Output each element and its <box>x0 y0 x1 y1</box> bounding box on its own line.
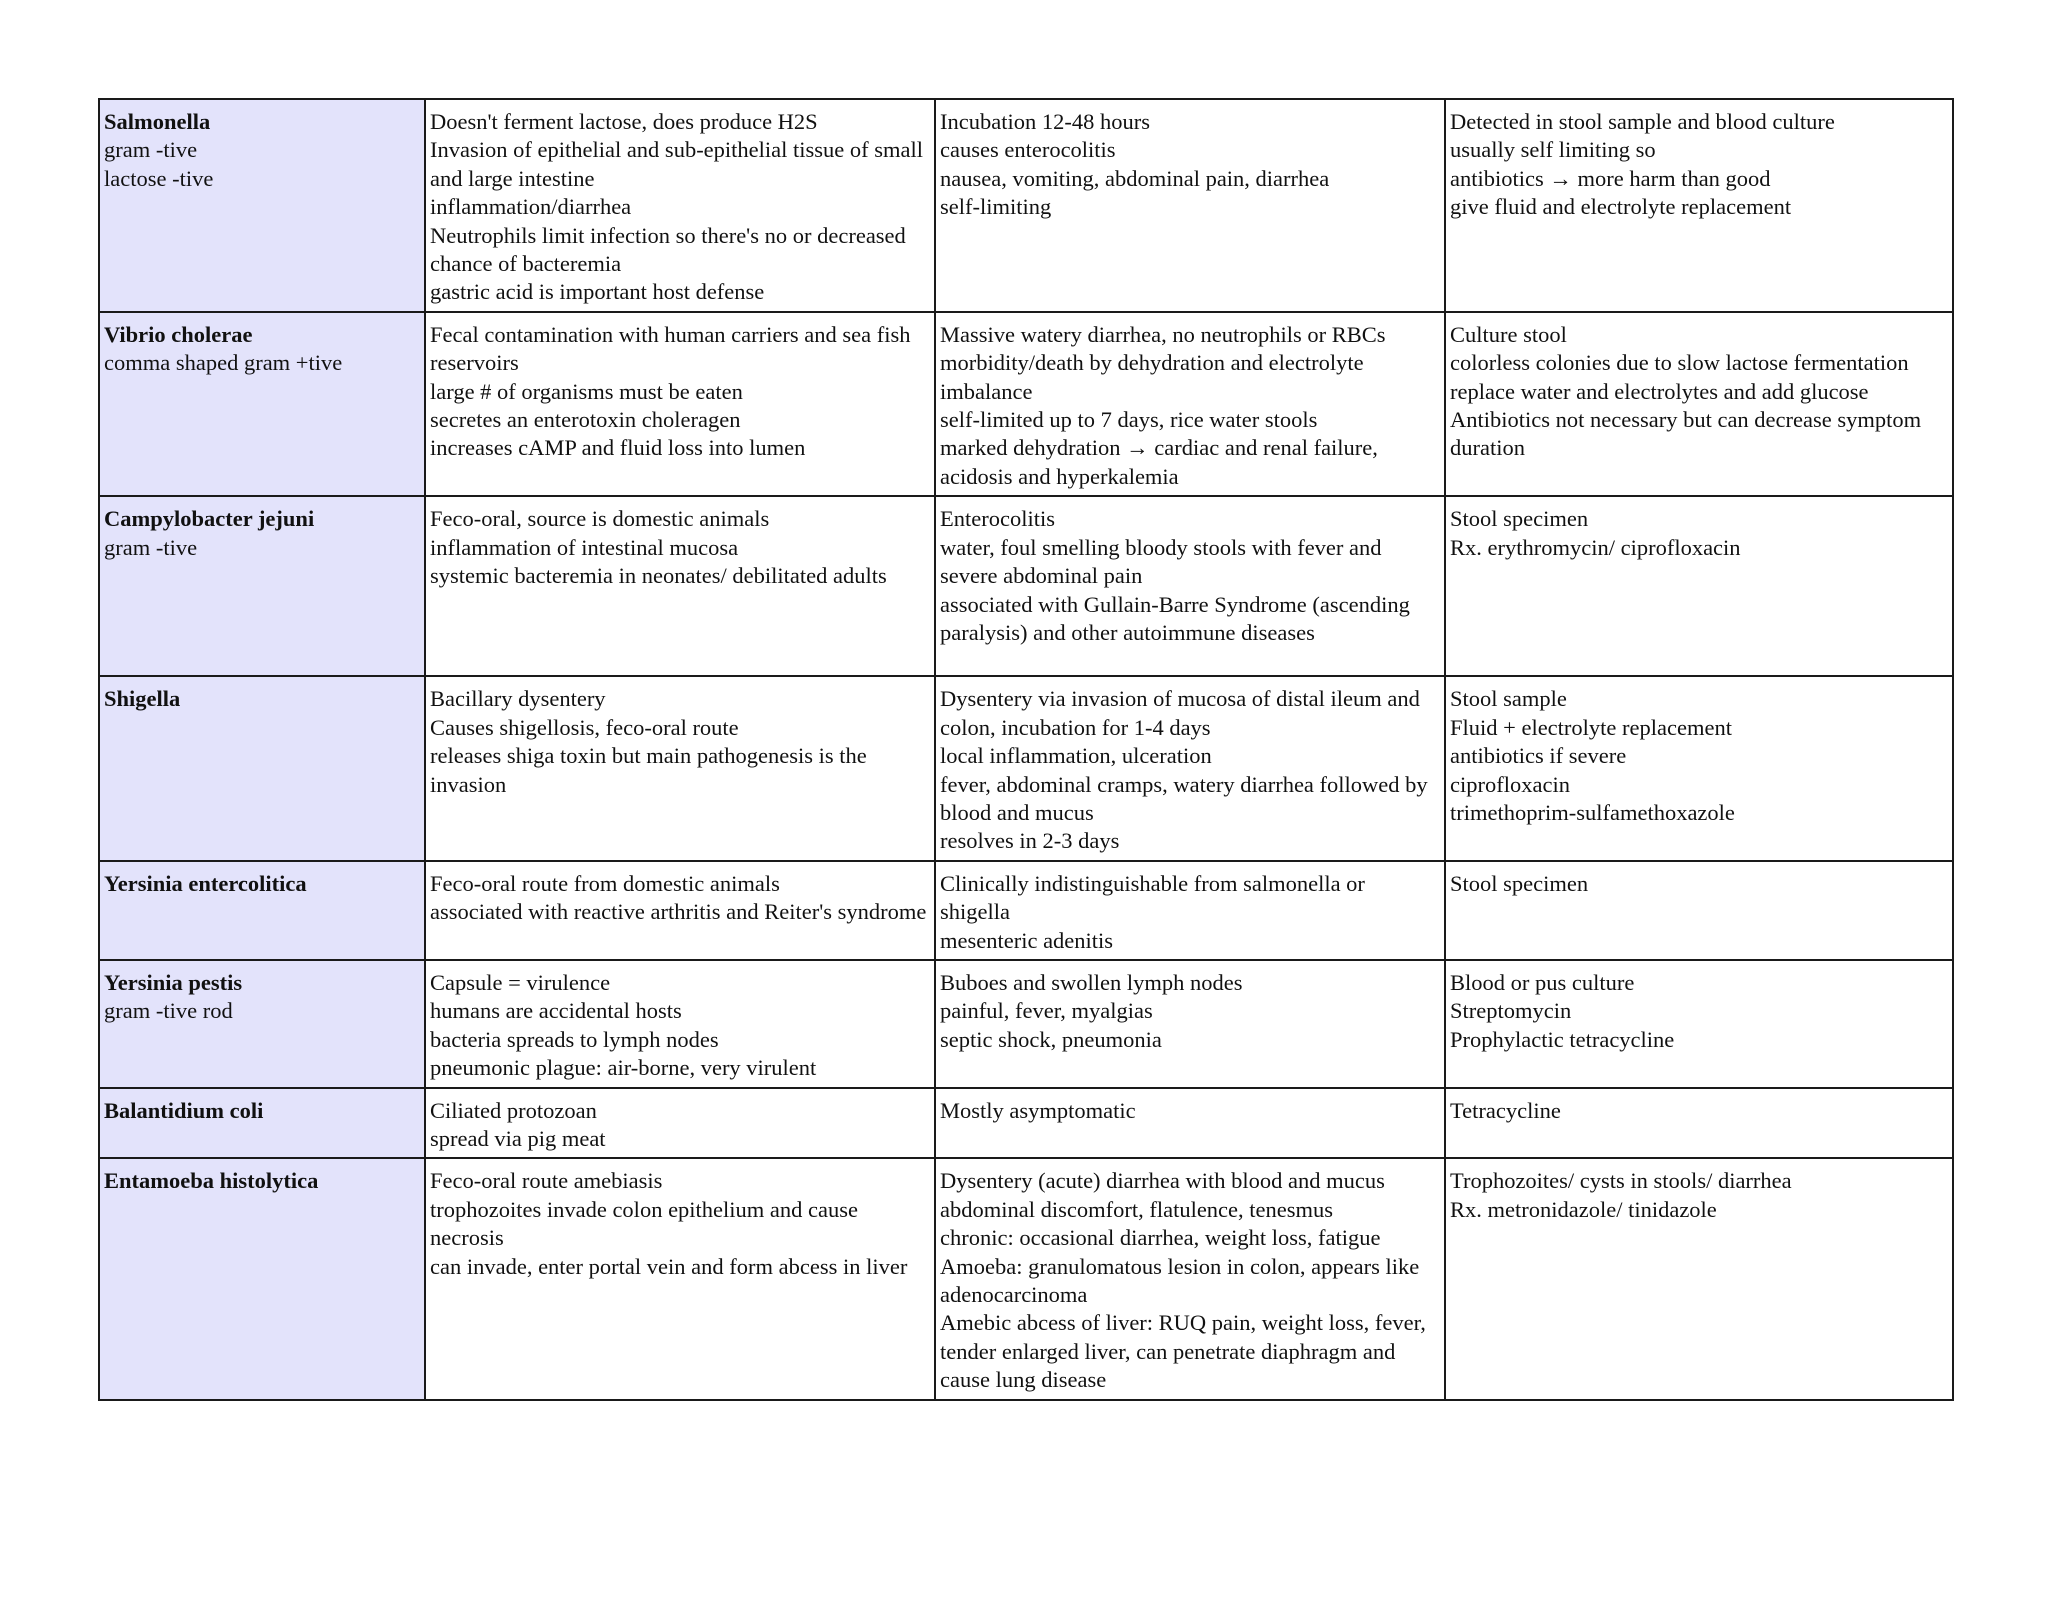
pathogenesis-line: Neutrophils limit infection so there's no or decreased chance of bacteremia <box>430 222 906 277</box>
diagnosis-treatment-line: Fluid + electrolyte replacement <box>1450 714 1732 740</box>
diagnosis-treatment-line: Antibiotics not necessary but can decrease symptom duration <box>1450 407 1922 461</box>
organism-cell <box>99 1088 425 1159</box>
organism-cell <box>99 960 425 1088</box>
diagnosis-treatment-line: Blood or pus culture <box>1450 969 1635 995</box>
diagnosis-treatment-cell <box>1445 496 1953 676</box>
clinical-line: local inflammation, ulceration <box>940 743 1212 769</box>
clinical-line: resolves in 2-3 days <box>940 828 1120 854</box>
clinical-line: Dysentery (acute) diarrhea with blood and mucus <box>940 1168 1385 1194</box>
table-row <box>99 676 1953 860</box>
organism-cell <box>99 676 425 860</box>
organism-detail: gram -tive rod <box>104 998 233 1024</box>
pathogen-table-body <box>99 99 1953 1400</box>
clinical-line: Mostly asymptomatic <box>940 1097 1136 1123</box>
pathogen-table <box>98 98 1954 1401</box>
diagnosis-treatment-line: antibiotics if severe <box>1450 743 1627 769</box>
diagnosis-treatment-line: usually self limiting so <box>1450 137 1656 163</box>
clinical-line: Amoeba: granulomatous lesion in colon, appears like adenocarcinoma <box>940 1253 1420 1307</box>
diagnosis-treatment-line: Stool specimen <box>1450 506 1589 532</box>
diagnosis-treatment-line: Prophylactic tetracycline <box>1450 1026 1675 1052</box>
table-row <box>99 99 1953 312</box>
diagnosis-treatment-line: give fluid and electrolyte replacement <box>1450 194 1792 220</box>
pathogenesis-line: increases cAMP and fluid loss into lumen <box>430 435 806 461</box>
clinical-line: Clinically indistinguishable from salmonella or shigella <box>940 870 1365 925</box>
clinical-line: marked dehydration → cardiac and renal failure, acidosis and hyperkalemia <box>940 435 1378 489</box>
diagnosis-treatment-line: replace water and electrolytes and add glucose <box>1450 378 1869 404</box>
pathogenesis-line: trophozoites invade colon epithelium and cause necrosis <box>430 1196 858 1251</box>
clinical-line: Incubation 12-48 hours <box>940 109 1150 134</box>
clinical-line: painful, fever, myalgias <box>940 998 1153 1024</box>
diagnosis-treatment-line: ciprofloxacin <box>1450 771 1570 797</box>
pathogenesis-line: Doesn't ferment lactose, does produce H2S <box>430 109 818 134</box>
clinical-line: water, foul smelling bloody stools with fever and severe abdominal pain <box>940 534 1382 589</box>
pathogenesis-line: pneumonic plague: air-borne, very virulent <box>430 1055 817 1081</box>
pathogenesis-line: large # of organisms must be eaten <box>430 378 743 404</box>
pathogenesis-cell <box>425 99 935 312</box>
pathogenesis-cell <box>425 676 935 860</box>
diagnosis-treatment-cell <box>1445 960 1953 1088</box>
diagnosis-treatment-cell <box>1445 861 1953 960</box>
diagnosis-treatment-cell <box>1445 676 1953 860</box>
organism-name: Balantidium coli <box>104 1097 264 1123</box>
organism-name: Yersinia entercolitica <box>104 870 307 896</box>
clinical-line: chronic: occasional diarrhea, weight loss, fatigue <box>940 1225 1381 1251</box>
pathogenesis-line: Ciliated protozoan <box>430 1097 597 1123</box>
clinical-line: Enterocolitis <box>940 506 1055 532</box>
clinical-line: septic shock, pneumonia <box>940 1026 1162 1052</box>
diagnosis-treatment-line: colorless colonies due to slow lactose fermentation <box>1450 350 1909 376</box>
diagnosis-treatment-cell <box>1445 312 1953 496</box>
table-row <box>99 1088 1953 1159</box>
diagnosis-treatment-cell <box>1445 1088 1953 1159</box>
diagnosis-treatment-line: Rx. metronidazole/ tinidazole <box>1450 1196 1717 1222</box>
pathogenesis-cell <box>425 861 935 960</box>
clinical-cell <box>935 861 1445 960</box>
organism-name: Yersinia pestis <box>104 969 243 995</box>
pathogenesis-line: bacteria spreads to lymph nodes <box>430 1026 719 1052</box>
diagnosis-treatment-line: Culture stool <box>1450 321 1567 347</box>
diagnosis-treatment-line: Detected in stool sample and blood culture <box>1450 109 1835 134</box>
clinical-line: causes enterocolitis <box>940 137 1116 163</box>
pathogenesis-line: Invasion of epithelial and sub-epithelial tissue of small and large intestine <box>430 137 924 191</box>
diagnosis-treatment-line: trimethoprim-sulfamethoxazole <box>1450 799 1735 825</box>
clinical-cell <box>935 312 1445 496</box>
organism-detail: gram -tive <box>104 137 198 163</box>
table-row <box>99 496 1953 676</box>
clinical-line: mesenteric adenitis <box>940 927 1114 953</box>
table-row <box>99 960 1953 1088</box>
organism-cell <box>99 496 425 676</box>
diagnosis-treatment-line: Trophozoites/ cysts in stools/ diarrhea <box>1450 1168 1792 1194</box>
organism-cell <box>99 312 425 496</box>
clinical-line: nausea, vomiting, abdominal pain, diarrhea <box>940 165 1330 191</box>
pathogenesis-line: Feco-oral route amebiasis <box>430 1168 663 1194</box>
clinical-cell <box>935 676 1445 860</box>
organism-detail: lactose -tive <box>104 165 214 191</box>
clinical-cell <box>935 1088 1445 1159</box>
pathogenesis-line: releases shiga toxin but main pathogenesis is the invasion <box>430 743 867 797</box>
organism-cell <box>99 861 425 960</box>
pathogenesis-line: Capsule = virulence <box>430 969 611 995</box>
diagnosis-treatment-cell <box>1445 99 1953 312</box>
pathogenesis-line: can invade, enter portal vein and form abcess in liver <box>430 1253 908 1279</box>
clinical-line: Amebic abcess of liver: RUQ pain, weight loss, fever, tender enlarged liver, can penetrate diaphragm and cause lung disease <box>940 1310 1426 1393</box>
organism-detail: comma shaped gram +tive <box>104 350 343 376</box>
clinical-cell <box>935 99 1445 312</box>
pathogenesis-cell <box>425 960 935 1088</box>
pathogenesis-line: Feco-oral, source is domestic animals <box>430 506 770 532</box>
organism-name: Entamoeba histolytica <box>104 1168 319 1194</box>
table-row <box>99 312 1953 496</box>
clinical-cell <box>935 1158 1445 1399</box>
diagnosis-treatment-line: Rx. erythromycin/ ciprofloxacin <box>1450 534 1741 560</box>
organism-name: Campylobacter jejuni <box>104 506 315 532</box>
diagnosis-treatment-line: Stool sample <box>1450 686 1567 712</box>
pathogenesis-cell <box>425 312 935 496</box>
diagnosis-treatment-line: Streptomycin <box>1450 998 1572 1024</box>
pathogenesis-line: Bacillary dysentery <box>430 686 606 712</box>
clinical-line: fever, abdominal cramps, watery diarrhea followed by blood and mucus <box>940 771 1428 825</box>
table-row <box>99 1158 1953 1399</box>
pathogenesis-line: secretes an enterotoxin choleragen <box>430 407 741 433</box>
organism-name: Vibrio cholerae <box>104 321 253 347</box>
pathogenesis-line: spread via pig meat <box>430 1125 606 1151</box>
organism-cell <box>99 99 425 312</box>
pathogenesis-line: systemic bacteremia in neonates/ debilitated adults <box>430 563 887 589</box>
clinical-line: self-limiting <box>940 194 1052 220</box>
document-page <box>98 98 1952 1401</box>
pathogenesis-line: Fecal contamination with human carriers and sea fish reservoirs <box>430 321 911 376</box>
clinical-line: Buboes and swollen lymph nodes <box>940 969 1243 995</box>
pathogenesis-line: inflammation/diarrhea <box>430 194 632 220</box>
table-row <box>99 861 1953 960</box>
pathogenesis-line: Feco-oral route from domestic animals <box>430 870 780 896</box>
organism-name: Shigella <box>104 686 181 712</box>
pathogenesis-line: humans are accidental hosts <box>430 998 682 1024</box>
diagnosis-treatment-cell <box>1445 1158 1953 1399</box>
clinical-line: morbidity/death by dehydration and electrolyte imbalance <box>940 350 1364 404</box>
pathogenesis-cell <box>425 1158 935 1399</box>
pathogenesis-line: associated with reactive arthritis and Reiter's syndrome <box>430 899 927 925</box>
diagnosis-treatment-line: Tetracycline <box>1450 1097 1561 1123</box>
clinical-line: abdominal discomfort, flatulence, tenesmus <box>940 1196 1334 1222</box>
clinical-line: Dysentery via invasion of mucosa of distal ileum and colon, incubation for 1-4 days <box>940 686 1420 740</box>
diagnosis-treatment-line: antibiotics → more harm than good <box>1450 165 1771 191</box>
pathogenesis-line: gastric acid is important host defense <box>430 279 765 305</box>
pathogenesis-cell <box>425 1088 935 1159</box>
pathogenesis-cell <box>425 496 935 676</box>
clinical-line: Massive watery diarrhea, no neutrophils or RBCs <box>940 321 1386 347</box>
clinical-line: self-limited up to 7 days, rice water stools <box>940 407 1318 433</box>
organism-cell <box>99 1158 425 1399</box>
organism-name: Salmonella <box>104 109 211 134</box>
clinical-cell <box>935 960 1445 1088</box>
pathogenesis-line: inflammation of intestinal mucosa <box>430 534 739 560</box>
pathogenesis-line: Causes shigellosis, feco-oral route <box>430 714 739 740</box>
diagnosis-treatment-line: Stool specimen <box>1450 870 1589 896</box>
clinical-cell <box>935 496 1445 676</box>
organism-detail: gram -tive <box>104 534 198 560</box>
clinical-line: associated with Gullain-Barre Syndrome (ascending paralysis) and other autoimmune diseases <box>940 591 1410 645</box>
